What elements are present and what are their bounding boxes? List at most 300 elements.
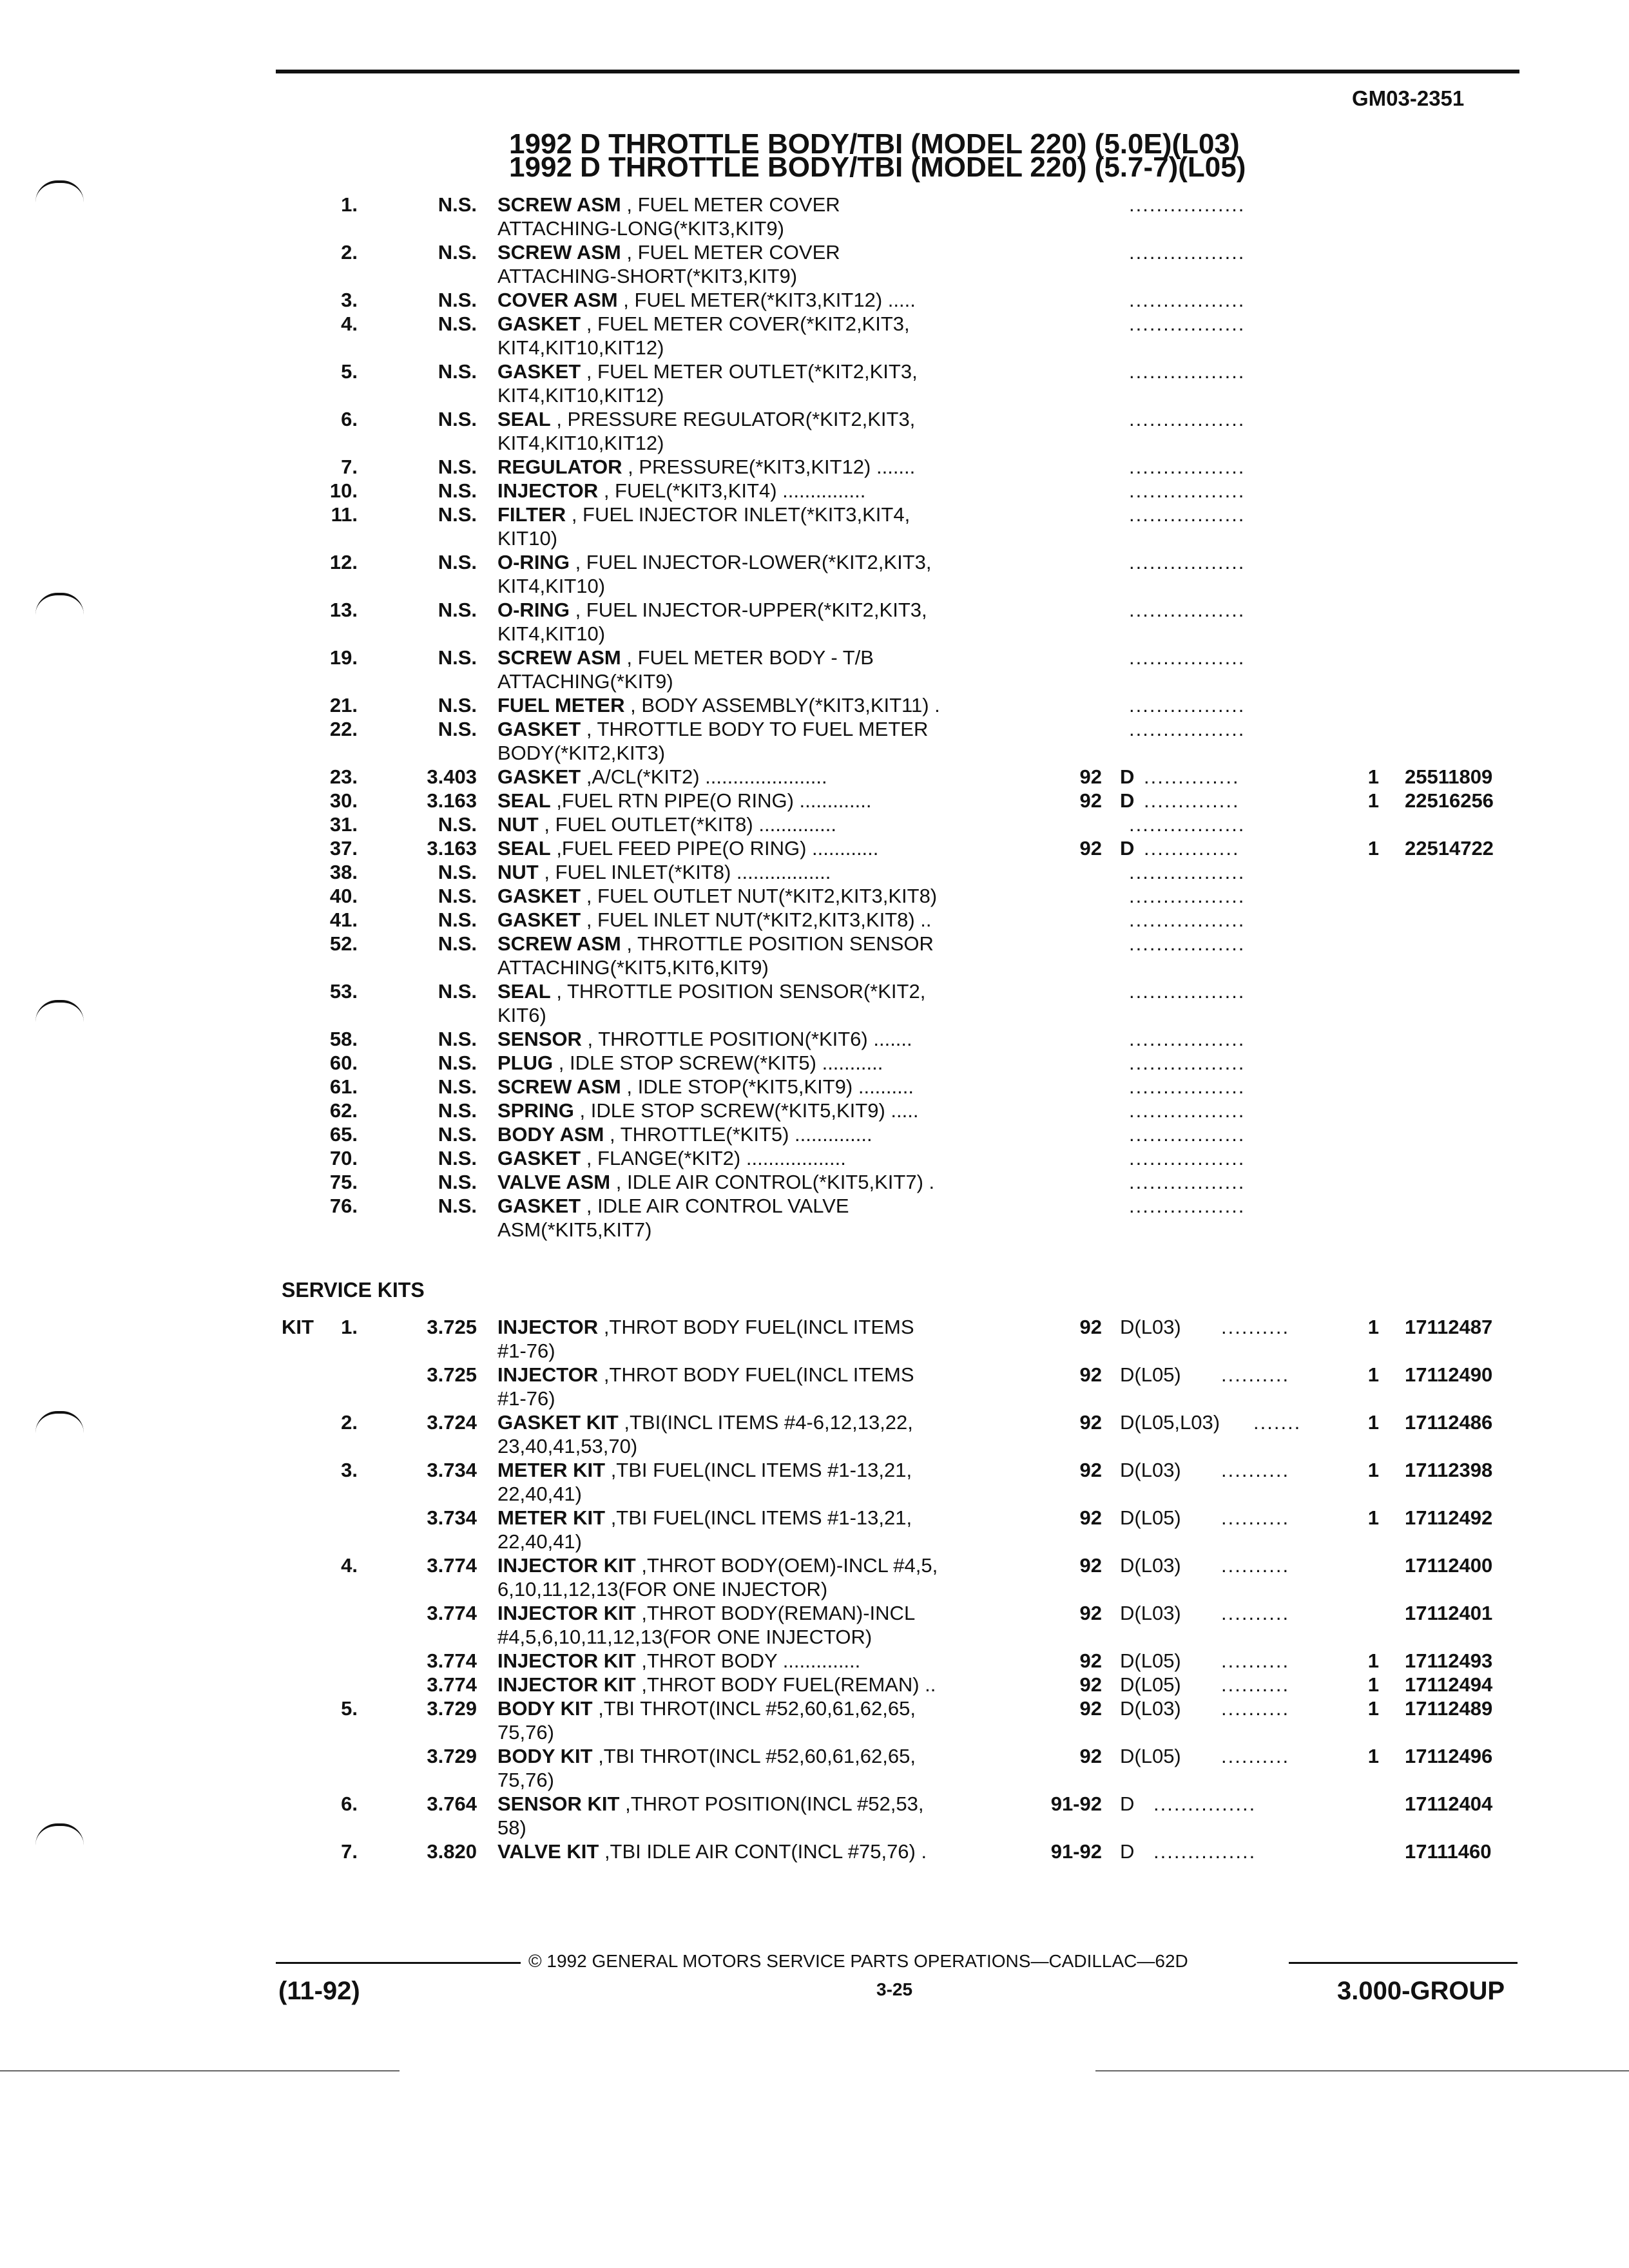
item-desc-continued: KIT10) (497, 527, 558, 550)
kit-desc-continued: 75,76) (497, 1721, 554, 1744)
item-number: 41. (329, 908, 358, 931)
group-number: 3.724 (427, 1411, 477, 1434)
item-description (497, 1052, 883, 1075)
item-number: 30. (329, 789, 358, 812)
kit-number: 2. (341, 1411, 358, 1434)
item-number: 1. (341, 193, 358, 216)
item-qty: 1 (1367, 765, 1379, 788)
item-number: 4. (341, 312, 358, 335)
item-desc-continued: KIT6) (497, 1004, 546, 1026)
leader-dots: .......... (1221, 1316, 1290, 1338)
list-item (0, 360, 1629, 384)
item-name: SENSOR (497, 1028, 582, 1050)
item-desc-text: , FUEL INJECTOR-UPPER(*KIT2,KIT3, (575, 599, 927, 621)
item-name: VALVE ASM (497, 1171, 611, 1193)
part-number: 17112404 (1405, 1792, 1493, 1815)
item-name: REGULATOR (497, 456, 622, 478)
item-description (497, 479, 865, 503)
item-desc-text: , FUEL INJECTOR-LOWER(*KIT2,KIT3, (575, 551, 932, 573)
leader-dots: ................. (1129, 1028, 1246, 1050)
kit-row (0, 1840, 1629, 1864)
item-number: 12. (329, 551, 358, 573)
item-desc-text: ,THROT BODY .............. (641, 1649, 861, 1672)
item-desc-text: , FUEL METER COVER (626, 193, 840, 216)
list-item (0, 789, 1629, 813)
leader-dots: ............... (1153, 1792, 1257, 1815)
item-description (497, 1363, 914, 1387)
item-number: 61. (329, 1075, 358, 1098)
kit-row (0, 1411, 1629, 1435)
item-description (497, 503, 910, 526)
service-kits-heading: SERVICE KITS (282, 1278, 425, 1302)
leader-dots: ................. (1129, 479, 1246, 502)
leader-dots: ....... (1253, 1411, 1302, 1434)
page-title-2: 1992 D THROTTLE BODY/TBI (MODEL 220) (5.7-7)(L05) (509, 151, 1246, 183)
leader-dots: ................. (1129, 312, 1246, 335)
leader-dots: ................. (1129, 1195, 1246, 1217)
item-name: SCREW ASM (497, 1075, 621, 1098)
kit-model: D(L05,L03) (1120, 1411, 1220, 1434)
item-description (497, 241, 840, 264)
item-name: METER KIT (497, 1506, 606, 1529)
group-number: N.S. (438, 980, 477, 1003)
kit-desc-continued: 22,40,41) (497, 1483, 582, 1505)
list-item (0, 193, 1629, 217)
kit-row-continued (0, 1483, 1629, 1506)
item-year: 92 (1079, 789, 1102, 812)
item-name: SEAL (497, 980, 551, 1003)
item-number: 7. (341, 456, 358, 478)
item-number: 22. (329, 718, 358, 740)
item-description (497, 1792, 924, 1816)
list-item (0, 241, 1629, 265)
item-model: D (1120, 837, 1135, 860)
item-name: BODY KIT (497, 1697, 593, 1720)
kit-row-continued (0, 1387, 1629, 1411)
item-description (497, 1840, 927, 1863)
leader-dots: .............. (1144, 765, 1240, 788)
item-desc-text: , FLANGE(*KIT2) .................. (586, 1147, 846, 1169)
item-number: 31. (329, 813, 358, 836)
item-desc-continued: BODY(*KIT2,KIT3) (497, 742, 666, 764)
item-name: PLUG (497, 1052, 554, 1074)
kit-number: 1. (341, 1316, 358, 1338)
leader-dots: .......... (1221, 1697, 1290, 1720)
item-number: 3. (341, 289, 358, 311)
list-item-continued (0, 622, 1629, 646)
leader-dots: ................. (1129, 932, 1246, 955)
item-description (497, 861, 831, 884)
item-name: SCREW ASM (497, 241, 621, 264)
item-desc-continued: KIT4,KIT10,KIT12) (497, 432, 664, 454)
list-item-continued (0, 575, 1629, 599)
kit-year: 92 (1079, 1363, 1102, 1386)
list-item-continued (0, 956, 1629, 980)
leader-dots: ................. (1129, 980, 1246, 1003)
item-desc-text: , THROTTLE BODY TO FUEL METER (586, 718, 929, 740)
item-desc-continued: ASM(*KIT5,KIT7) (497, 1218, 652, 1241)
group-number: N.S. (438, 408, 477, 430)
item-name: INJECTOR KIT (497, 1673, 636, 1696)
list-item-continued (0, 670, 1629, 694)
kit-row-continued (0, 1721, 1629, 1745)
part-number: 17112489 (1405, 1697, 1493, 1720)
item-desc-continued: ATTACHING(*KIT5,KIT6,KIT9) (497, 956, 769, 979)
item-number: 70. (329, 1147, 358, 1169)
item-name: GASKET (497, 1147, 581, 1169)
item-description (497, 837, 878, 860)
item-desc-continued: KIT4,KIT10,KIT12) (497, 384, 664, 407)
list-item-continued (0, 384, 1629, 408)
kit-model: D(L05) (1120, 1745, 1181, 1767)
group-number: N.S. (438, 908, 477, 931)
item-desc-text: , IDLE STOP SCREW(*KIT5,KIT9) ..... (579, 1099, 919, 1122)
kit-desc-continued: #1-76) (497, 1340, 555, 1362)
group-number: N.S. (438, 1147, 477, 1169)
page-number: 3-25 (876, 1979, 913, 1999)
item-description (497, 193, 840, 216)
item-number: 6. (341, 408, 358, 430)
group-number: 3.163 (427, 789, 477, 812)
kit-year: 92 (1079, 1411, 1102, 1434)
kit-label: KIT (282, 1316, 314, 1338)
item-description (497, 1171, 934, 1194)
item-number: 40. (329, 885, 358, 907)
footer-rule-left (276, 1962, 521, 1964)
kit-year: 92 (1079, 1649, 1102, 1672)
leader-dots: ................. (1129, 599, 1246, 621)
list-item-continued (0, 336, 1629, 360)
kit-desc-continued: 6,10,11,12,13(FOR ONE INJECTOR) (497, 1578, 828, 1600)
group-number: 3.774 (427, 1649, 477, 1672)
item-name: GASKET (497, 312, 581, 335)
group-number: N.S. (438, 479, 477, 502)
item-number: 10. (329, 479, 358, 502)
part-number: 17112401 (1405, 1602, 1493, 1624)
list-item-continued (0, 742, 1629, 765)
item-desc-text: , FUEL OUTLET NUT(*KIT2,KIT3,KIT8) (586, 885, 938, 907)
item-description (497, 1411, 913, 1434)
group-number: 3.163 (427, 837, 477, 860)
kit-desc-continued: #4,5,6,10,11,12,13(FOR ONE INJECTOR) (497, 1626, 872, 1648)
item-description (497, 765, 827, 789)
item-number: 5. (341, 360, 358, 383)
list-item (0, 456, 1629, 479)
item-description (497, 289, 916, 312)
item-name: FILTER (497, 503, 566, 526)
kit-qty: 1 (1367, 1649, 1379, 1672)
leader-dots: ................. (1129, 1052, 1246, 1074)
list-item (0, 718, 1629, 742)
item-name: INJECTOR (497, 1363, 599, 1386)
item-desc-continued: ATTACHING-LONG(*KIT3,KIT9) (497, 217, 784, 240)
item-desc-text: ,THROT BODY(OEM)-INCL #4,5, (641, 1554, 938, 1577)
group-number: N.S. (438, 646, 477, 669)
item-number: 52. (329, 932, 358, 955)
item-description (497, 789, 872, 812)
item-number: 23. (329, 765, 358, 788)
item-number: 13. (329, 599, 358, 621)
kit-model: D(L03) (1120, 1459, 1181, 1481)
kit-row-continued (0, 1816, 1629, 1840)
list-item (0, 837, 1629, 861)
copyright-text: © 1992 GENERAL MOTORS SERVICE PARTS OPERATIONS—CADILLAC—62D (528, 1951, 1188, 1971)
list-item (0, 1123, 1629, 1147)
item-name: GASKET (497, 908, 581, 931)
item-name: INJECTOR KIT (497, 1554, 636, 1577)
item-name: BODY KIT (497, 1745, 593, 1767)
item-year: 92 (1079, 837, 1102, 860)
list-item (0, 551, 1629, 575)
list-item-continued (0, 1218, 1629, 1242)
item-desc-text: ,TBI(INCL ITEMS #4-6,12,13,22, (624, 1411, 913, 1434)
group-number: N.S. (438, 718, 477, 740)
leader-dots: .......... (1221, 1554, 1290, 1577)
item-number: 53. (329, 980, 358, 1003)
kit-row (0, 1697, 1629, 1721)
kit-desc-continued: 23,40,41,53,70) (497, 1435, 638, 1457)
kit-number: 6. (341, 1792, 358, 1815)
item-desc-text: ,TBI THROT(INCL #52,60,61,62,65, (598, 1745, 916, 1767)
item-desc-text: , FUEL METER BODY - T/B (626, 646, 874, 669)
item-name: GASKET (497, 718, 581, 740)
item-description (497, 360, 918, 383)
group-number: 3.764 (427, 1792, 477, 1815)
leader-dots: ................. (1129, 813, 1246, 836)
group-number: N.S. (438, 932, 477, 955)
group-number: 3.820 (427, 1840, 477, 1863)
item-desc-text: , FUEL METER COVER(*KIT2,KIT3, (586, 312, 910, 335)
item-number: 38. (329, 861, 358, 883)
leader-dots: ................. (1129, 1147, 1246, 1169)
page-title-1: 1992 D THROTTLE BODY/TBI (MODEL 220) (5.0E)(L03) (509, 128, 1240, 160)
leader-dots: ................. (1129, 1099, 1246, 1122)
item-desc-text: ,TBI IDLE AIR CONT(INCL #75,76) . (604, 1840, 927, 1863)
item-name: SCREW ASM (497, 932, 621, 955)
kit-row-continued (0, 1578, 1629, 1602)
item-desc-continued: ATTACHING-SHORT(*KIT3,KIT9) (497, 265, 798, 287)
item-name: SEAL (497, 837, 551, 860)
item-desc-text: , IDLE AIR CONTROL VALVE (586, 1195, 849, 1217)
group-number: N.S. (438, 312, 477, 335)
footer-rule-right (1289, 1962, 1518, 1964)
kit-row (0, 1316, 1629, 1340)
item-desc-text: , IDLE AIR CONTROL(*KIT5,KIT7) . (615, 1171, 935, 1193)
group-number: N.S. (438, 1195, 477, 1217)
item-desc-text: ,FUEL RTN PIPE(O RING) ............. (556, 789, 872, 812)
group-number: N.S. (438, 1075, 477, 1098)
group-number: N.S. (438, 1099, 477, 1122)
doc-id: GM03-2351 (1352, 86, 1465, 110)
kit-model: D (1120, 1792, 1135, 1815)
item-description (497, 694, 940, 717)
item-description (497, 312, 910, 336)
leader-dots: ................. (1129, 1123, 1246, 1146)
group-number: N.S. (438, 456, 477, 478)
list-item (0, 980, 1629, 1004)
kit-number: 3. (341, 1459, 358, 1481)
item-desc-text: , FUEL METER OUTLET(*KIT2,KIT3, (586, 360, 918, 383)
item-model: D (1120, 765, 1135, 788)
list-item (0, 1028, 1629, 1052)
item-name: SCREW ASM (497, 646, 621, 669)
kit-year: 92 (1079, 1673, 1102, 1696)
group-number: 3.729 (427, 1697, 477, 1720)
item-description (497, 1028, 912, 1051)
list-item (0, 932, 1629, 956)
group-number: 3.725 (427, 1363, 477, 1386)
item-desc-text: , IDLE STOP SCREW(*KIT5) ........... (558, 1052, 883, 1074)
list-item (0, 1195, 1629, 1218)
leader-dots: ................. (1129, 408, 1246, 430)
kit-row (0, 1602, 1629, 1626)
item-name: FUEL METER (497, 694, 625, 716)
item-description (497, 1075, 914, 1099)
leader-dots: .......... (1221, 1506, 1290, 1529)
group-number: N.S. (438, 193, 477, 216)
group-number: N.S. (438, 599, 477, 621)
item-desc-text: ,THROT BODY(REMAN)-INCL (641, 1602, 916, 1624)
item-name: GASKET KIT (497, 1411, 619, 1434)
item-desc-text: ,THROT BODY FUEL(REMAN) .. (641, 1673, 936, 1696)
group-number: 3.734 (427, 1459, 477, 1481)
kit-year: 91-92 (1050, 1792, 1102, 1815)
item-description (497, 1697, 916, 1720)
item-desc-text: ,TBI THROT(INCL #52,60,61,62,65, (598, 1697, 916, 1720)
list-item (0, 312, 1629, 336)
item-desc-text: ,THROT BODY FUEL(INCL ITEMS (603, 1316, 914, 1338)
item-description (497, 908, 932, 932)
item-number: 75. (329, 1171, 358, 1193)
list-item (0, 1147, 1629, 1171)
item-desc-text: ,TBI FUEL(INCL ITEMS #1-13,21, (610, 1459, 912, 1481)
group-number: 3.729 (427, 1745, 477, 1767)
part-number: 17112492 (1405, 1506, 1493, 1529)
item-name: BODY ASM (497, 1123, 604, 1146)
list-item (0, 646, 1629, 670)
bottom-line (0, 2070, 400, 2071)
list-item (0, 1171, 1629, 1195)
leader-dots: ................. (1129, 1075, 1246, 1098)
item-name: SEAL (497, 408, 551, 430)
item-name: INJECTOR KIT (497, 1602, 636, 1624)
part-number: 22514722 (1405, 837, 1494, 860)
item-name: SEAL (497, 789, 551, 812)
group-number: 3.774 (427, 1673, 477, 1696)
item-desc-text: , FUEL METER(*KIT3,KIT12) ..... (623, 289, 916, 311)
kit-year: 92 (1079, 1506, 1102, 1529)
item-desc-continued: KIT4,KIT10) (497, 575, 606, 597)
item-desc-continued: KIT4,KIT10,KIT12) (497, 336, 664, 359)
kit-desc-continued: #1-76) (497, 1387, 555, 1410)
item-name: GASKET (497, 1195, 581, 1217)
part-number: 22516256 (1405, 789, 1494, 812)
kit-model: D(L03) (1120, 1554, 1181, 1577)
group-number: 3.774 (427, 1602, 477, 1624)
leader-dots: .......... (1221, 1459, 1290, 1481)
kit-qty: 1 (1367, 1316, 1379, 1338)
kit-year: 91-92 (1050, 1840, 1102, 1863)
item-description (497, 1602, 915, 1625)
item-desc-text: ,THROT POSITION(INCL #52,53, (625, 1792, 924, 1815)
item-number: 60. (329, 1052, 358, 1074)
kit-year: 92 (1079, 1697, 1102, 1720)
item-description (497, 1147, 846, 1170)
item-qty: 1 (1367, 837, 1379, 860)
item-description (497, 813, 836, 836)
kit-year: 92 (1079, 1602, 1102, 1624)
group-number: N.S. (438, 1052, 477, 1074)
kit-desc-continued: 58) (497, 1816, 526, 1839)
item-number: 62. (329, 1099, 358, 1122)
leader-dots: .......... (1221, 1363, 1290, 1386)
list-item (0, 503, 1629, 527)
kit-number: 4. (341, 1554, 358, 1577)
kit-qty: 1 (1367, 1673, 1379, 1696)
item-year: 92 (1079, 765, 1102, 788)
item-name: NUT (497, 813, 539, 836)
kit-row-continued (0, 1340, 1629, 1363)
list-item-continued (0, 217, 1629, 241)
part-number: 17112400 (1405, 1554, 1493, 1577)
item-desc-text: , PRESSURE REGULATOR(*KIT2,KIT3, (556, 408, 916, 430)
kit-model: D(L05) (1120, 1363, 1181, 1386)
kit-qty: 1 (1367, 1697, 1379, 1720)
leader-dots: .............. (1144, 789, 1240, 812)
item-name: INJECTOR (497, 1316, 599, 1338)
kit-qty: 1 (1367, 1459, 1379, 1481)
item-number: 76. (329, 1195, 358, 1217)
item-name: GASKET (497, 360, 581, 383)
leader-dots: ................. (1129, 694, 1246, 716)
item-name: INJECTOR (497, 479, 599, 502)
item-desc-continued: KIT4,KIT10) (497, 622, 606, 645)
group-number: 3.774 (427, 1554, 477, 1577)
item-description (497, 718, 928, 741)
group-number: N.S. (438, 551, 477, 573)
item-number: 58. (329, 1028, 358, 1050)
kit-qty: 1 (1367, 1411, 1379, 1434)
leader-dots: .......... (1221, 1649, 1290, 1672)
item-number: 19. (329, 646, 358, 669)
list-item (0, 765, 1629, 789)
item-name: SPRING (497, 1099, 574, 1122)
kit-row-continued (0, 1530, 1629, 1554)
group-number: 3.403 (427, 765, 477, 788)
item-number: 37. (329, 837, 358, 860)
kit-model: D(L03) (1120, 1316, 1181, 1338)
list-item (0, 289, 1629, 312)
item-desc-text: ,A/CL(*KIT2) ...................... (586, 765, 827, 788)
leader-dots: ................. (1129, 360, 1246, 383)
kit-desc-continued: 22,40,41) (497, 1530, 582, 1553)
part-number: 17111460 (1405, 1840, 1492, 1863)
group-number: N.S. (438, 694, 477, 716)
leader-dots: ................. (1129, 646, 1246, 669)
kit-desc-continued: 75,76) (497, 1769, 554, 1791)
group-number: N.S. (438, 503, 477, 526)
kit-row-continued (0, 1435, 1629, 1459)
group-number: N.S. (438, 241, 477, 264)
group-number: 3.734 (427, 1506, 477, 1529)
item-description (497, 1099, 918, 1122)
item-number: 2. (341, 241, 358, 264)
item-qty: 1 (1367, 789, 1379, 812)
item-name: SCREW ASM (497, 193, 621, 216)
bottom-line-right (1095, 2070, 1629, 2071)
item-description (497, 1554, 938, 1577)
item-description (497, 1459, 912, 1482)
